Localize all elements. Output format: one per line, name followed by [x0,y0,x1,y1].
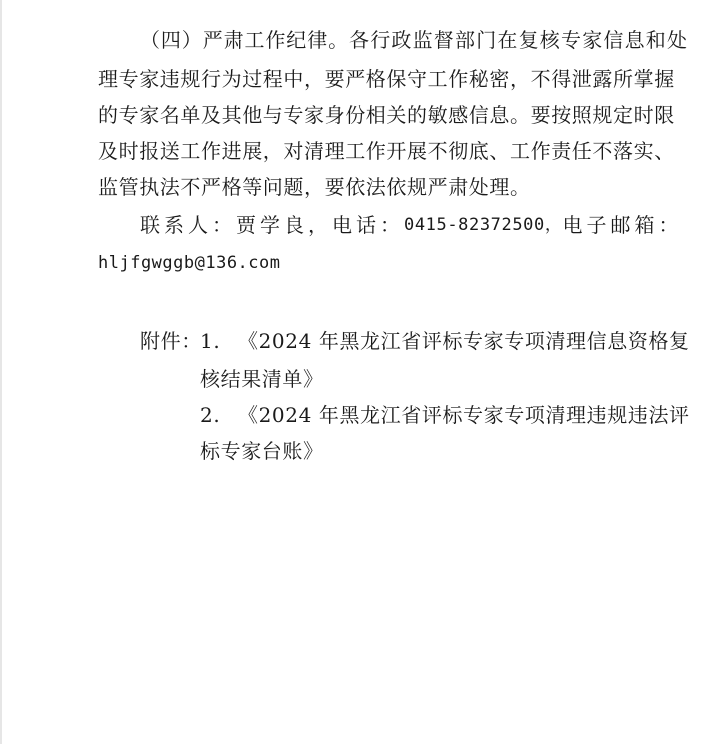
contact-line [140,212,683,238]
section-line-2: 理专家违规行为过程中，要严格保守工作秘密，不得泄露所掌握 [98,67,675,91]
page-edge [0,0,2,744]
email-label: 电子邮箱： [562,213,683,237]
section-line-1-text: 各行政监督部门在复核专家信息和处 [349,28,689,52]
attachment-2-title-line-1: 《2024 年黑龙江省评标专家专项清理违规违法评 [238,403,690,427]
phone-label: 电话： [332,213,404,237]
attachments-label: 附件： [140,329,202,353]
attachment-2-title-line-2: 标专家台账》 [200,439,324,463]
section-line-3: 的专家名单及其他与专家身份相关的敏感信息。要按照规定时限 [98,103,675,127]
section-line-1 [140,27,688,53]
contact-name: 贾学良， [236,213,332,237]
attachment-1-number: 1. [200,329,221,353]
section-line-5: 监管执法不严格等问题，要依法依规严肃处理。 [98,175,531,199]
attachment-1-title-line-2: 核结果清单》 [200,367,324,391]
section-heading: （四）严肃工作纪律。 [140,28,349,52]
contact-label: 联系人： [140,213,236,237]
attachment-2-number: 2. [200,403,221,427]
email-address[interactable]: hljfgwggb@136.com [98,253,281,273]
section-line-4: 及时报送工作进展，对清理工作开展不彻底、工作责任不落实、 [98,139,675,163]
phone-number: 0415-82372500， [404,215,563,235]
attachment-1-title-line-1: 《2024 年黑龙江省评标专家专项清理信息资格复 [238,329,690,353]
